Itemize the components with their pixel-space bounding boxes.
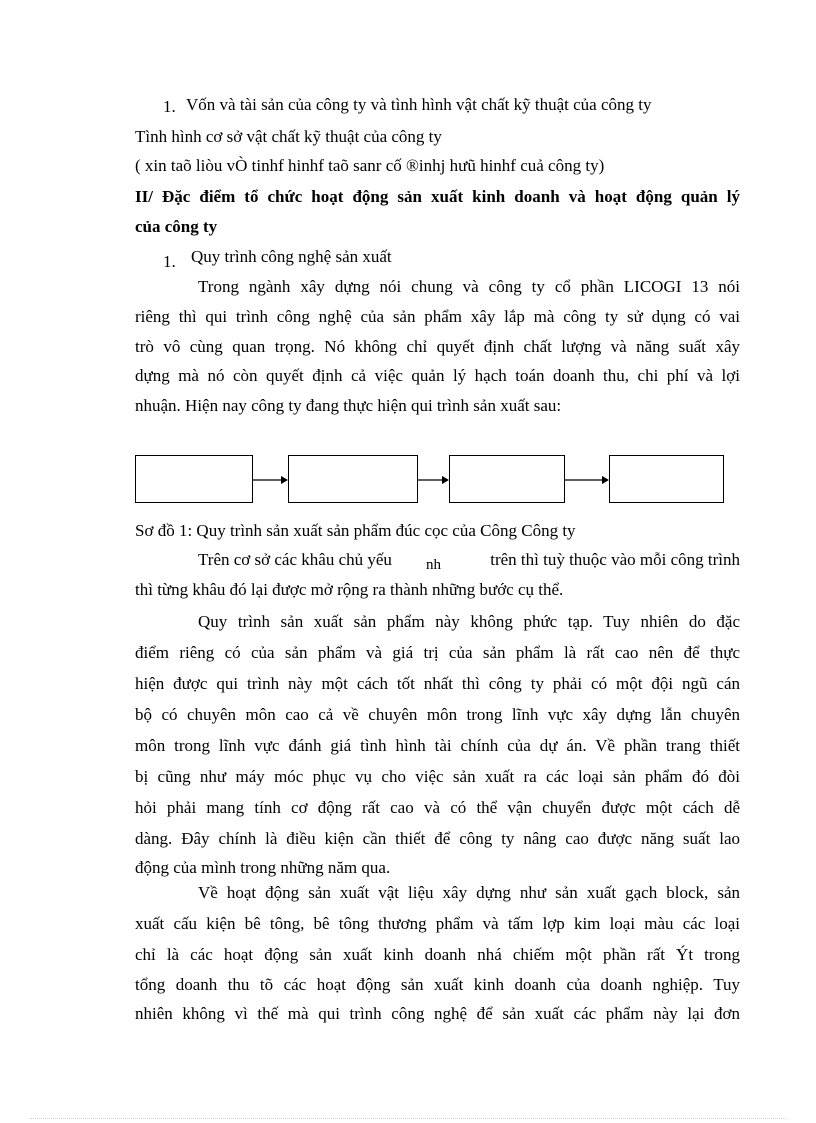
- para1-line: dựng mà nó còn quyết định cả việc quản lý hạch toán doanh thu, chi phí và lợi: [135, 366, 740, 385]
- para3-line: môn trong lĩnh vực đánh giá tình hình tài chính của dự án. Về phần trang thiết: [135, 736, 740, 755]
- arrow-right-icon: [418, 474, 450, 486]
- list-number: 1.: [163, 97, 176, 116]
- para4-line: nhiên không vì thế mà qui trình công nghệ để sản xuất các phẩm này lại đơn: [135, 1004, 740, 1023]
- process-step-box: [609, 455, 724, 503]
- section2-heading-line2: của công ty: [135, 217, 218, 236]
- section2-heading-line1: II/ Đặc điểm tổ chức hoạt động sản xuất kinh doanh và hoạt động quản lý: [135, 187, 740, 206]
- facilities-title: Tình hình cơ sở vật chất kỹ thuật của công ty: [135, 127, 442, 146]
- process-item-text: Quy trình công nghệ sản xuất: [191, 247, 392, 266]
- para3-line: bộ có chuyên môn cao cả về chuyên môn trong lĩnh vực xây dựng lẫn chuyên: [135, 705, 740, 724]
- arrow-right-icon: [253, 474, 289, 486]
- para2-line1-part-b: trên thì tuỳ thuộc vào mỗi công trình: [490, 550, 740, 569]
- list-number: 1.: [163, 252, 176, 271]
- para2-line1-part-a: Trên cơ sở các khâu chủ yếu: [198, 550, 392, 569]
- process-step-box: [288, 455, 418, 503]
- process-step-box: [135, 455, 253, 503]
- para1-line: nhuận. Hiện nay công ty đang thực hiện qui trình sản xuất sau:: [135, 396, 562, 415]
- para3-line: điểm riêng có của sản phẩm và giá trị của sản phẩm là rất cao nên để thực: [135, 643, 740, 662]
- para1-line: riêng thì qui trình công nghệ của sản phẩm xây lắp mà công ty sử dụng có vai: [135, 307, 740, 326]
- para4-line: Về hoạt động sản xuất vật liệu xây dựng như sản xuất gạch block, sản: [198, 883, 740, 902]
- para4-line: xuất cấu kiện bê tông, bê tông thương phẩm và tấm lợp kim loại màu các loại: [135, 914, 740, 933]
- diagram-caption: Sơ đồ 1: Quy trình sản xuất sản phẩm đúc cọc của Công Công ty: [135, 521, 576, 540]
- para4-line: chỉ là các hoạt động sản xuất kinh doanh nhá chiếm một phần rất Ýt trong: [135, 945, 740, 964]
- para3-line: hiện được qui trình này một cách tốt nhất thì công ty phải có một đội ngũ cán: [135, 674, 740, 693]
- section1-item-text: Vốn và tài sản của công ty và tình hình vật chất kỹ thuật của công ty: [186, 95, 652, 114]
- para3-line: động của mình trong những năm qua.: [135, 858, 391, 877]
- process-step-box: [449, 455, 565, 503]
- arrow-right-icon: [565, 474, 610, 486]
- para3-line: Quy trình sản xuất sản phẩm này không phức tạp. Tuy nhiên do đặc: [198, 612, 740, 631]
- para2-line2: thì từng khâu đó lại được mở rộng ra thành những bước cụ thể.: [135, 580, 564, 599]
- para3-line: bị cũng như máy móc phục vụ cho việc sản xuất ra các loại sản phẩm đó đòi: [135, 767, 740, 786]
- para3-line: hỏi phải mang tính cơ động rất cao và có thể vận chuyển được một cách dễ: [135, 798, 740, 817]
- facilities-note: ( xin taõ liòu vÒ tinhf hinhf taõ sanr cố ®inhj hưũ hinhf cuả công ty): [135, 156, 605, 175]
- page-bottom-rule: [30, 1118, 786, 1119]
- para1-line: Trong ngành xây dựng nói chung và công ty cổ phần LICOGI 13 nói: [198, 277, 740, 296]
- para2-line1-fragment: nh: [426, 557, 441, 573]
- para1-line: trò vô cùng quan trọng. Nó không chỉ quyết định chất lượng và năng suất xây: [135, 337, 740, 356]
- para3-line: dàng. Đây chính là điều kiện cần thiết để công ty nâng cao được năng suất lao: [135, 829, 740, 848]
- para4-line: tổng doanh thu tõ các hoạt động sản xuất kinh doanh của doanh nghiệp. Tuy: [135, 975, 740, 994]
